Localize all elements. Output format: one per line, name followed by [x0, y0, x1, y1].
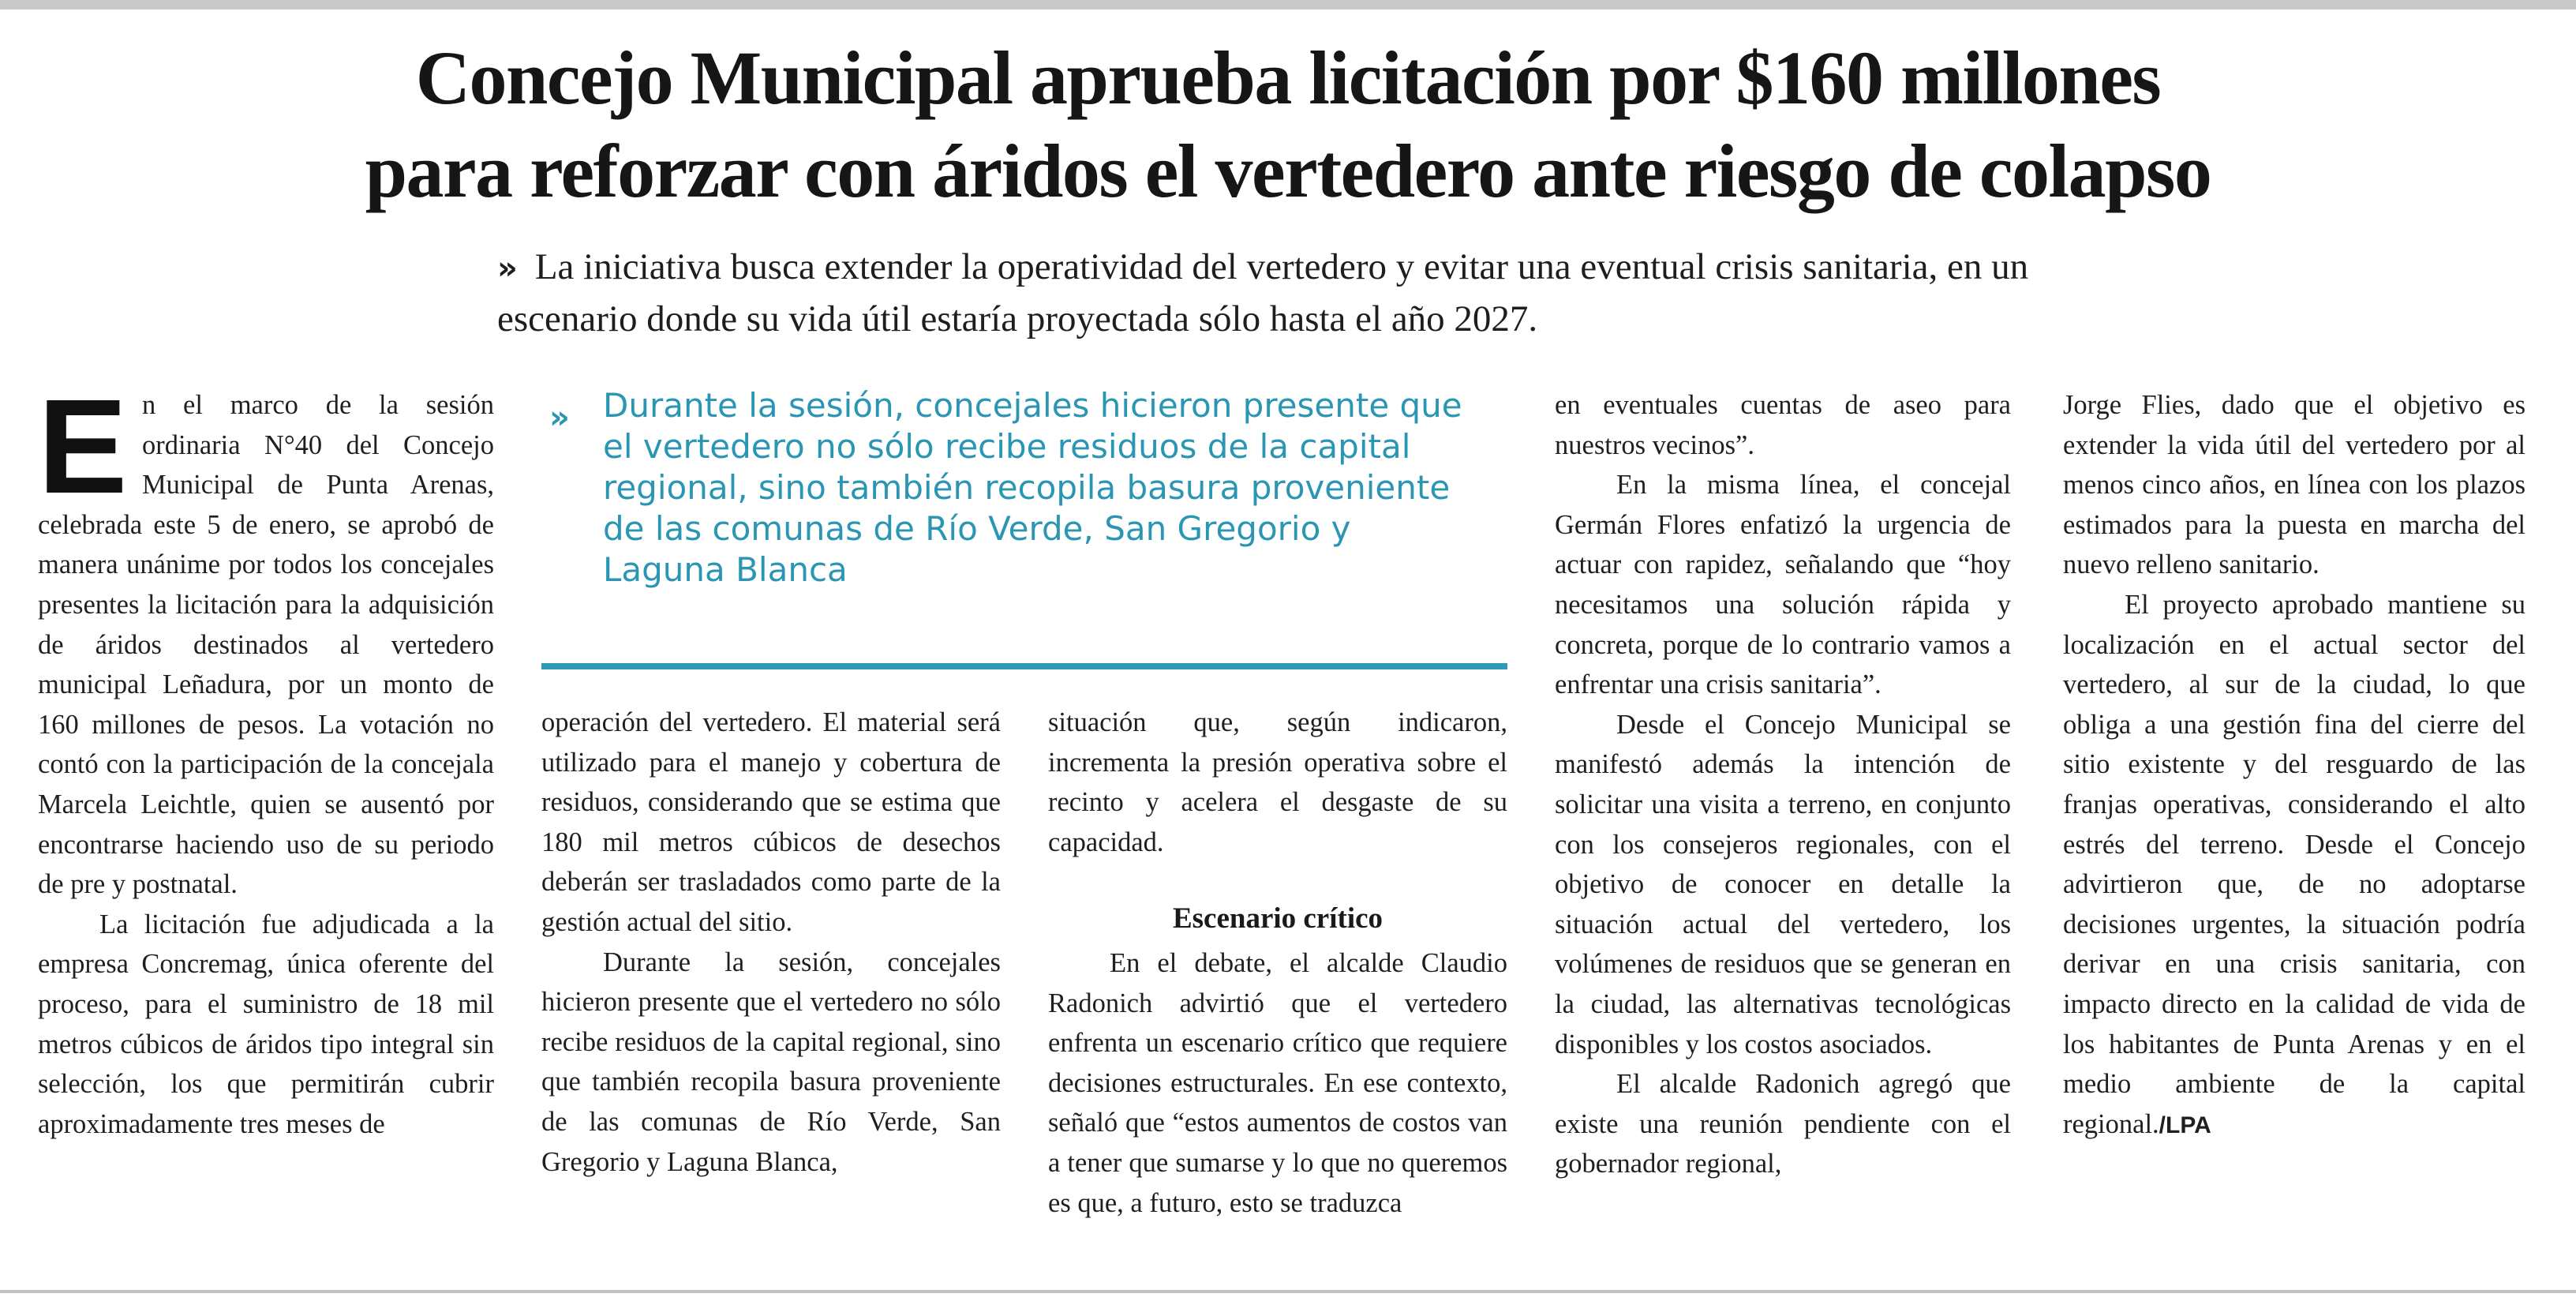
- body-column-3: [1048, 703, 1507, 1223]
- body-column-1: [38, 372, 494, 1144]
- column-4-paragraph-1: en eventuales cuentas de aseo para nuestros vecinos”.: [1555, 390, 2011, 460]
- column-5-paragraph-1: Jorge Flies, dado que el objetivo es extender la vida útil del vertedero por al menos cinco años, en línea con los plazos estimados para la puesta en marcha del nuevo relleno sanitario.: [2063, 390, 2525, 580]
- pull-quote: [541, 385, 1507, 662]
- deck: [497, 242, 2155, 344]
- body-column-2: [541, 703, 1001, 1182]
- column-1-paragraph-2: La licitación fue adjudicada a la empresa Concremag, única oferente del proceso, para el suministro de 18 mil metros cúbicos de áridos tipo integral sin selección, los que permitirán cubrir aproximadamente tres meses de: [38, 909, 494, 1139]
- column-3-paragraph-2: En el debate, el alcalde Claudio Radonich advirtió que el vertedero enfrenta un escenario crítico que requiere decisiones estructurales. En ese contexto, señaló que “estos aumentos de costos van a tener que sumarse y lo que no queremos es que, a futuro, esto se traduzca: [1048, 947, 1507, 1218]
- column-4-paragraph-2: En la misma línea, el concejal Germán Flores enfatizó la urgencia de actuar con rapidez, señalando que “hoy necesitamos una solución rápida y concreta, porque de lo contrario vamos a enfrentar una crisis sanitaria”.: [1555, 470, 2011, 700]
- pull-quote-text: Durante la sesión, concejales hicieron presente que el vertedero no sólo recibe residuos de la capital regional, sino también recopila basura proveniente de las comunas de Río Verde, San Gregorio y Laguna Blanca: [603, 386, 1462, 589]
- bottom-rule: [0, 1290, 2576, 1293]
- column-2-paragraph-1: operación del vertedero. El material será utilizado para el manejo y cobertura de residuos, considerando que se estima que 180 mil metros cúbicos de desechos deberán ser trasladados como parte de la gestión actual del sitio.: [541, 707, 1001, 937]
- byline-signature: /LPA: [2159, 1112, 2211, 1138]
- headline-line-2: para reforzar con áridos el vertedero ante riesgo de colapso: [365, 129, 2211, 213]
- column-4-paragraph-4: El alcalde Radonich agregó que existe una reunión pendiente con el gobernador regional,: [1555, 1069, 2011, 1179]
- top-rule: [0, 0, 2576, 9]
- pull-quote-rule: [541, 663, 1507, 669]
- deck-text: La iniciativa busca extender la operatividad del vertedero y evitar una eventual crisis sanitaria, en un escenario donde su vida útil estaría proyectada sólo hasta el año 2027.: [497, 246, 2029, 339]
- body-column-5: [2063, 385, 2525, 1145]
- column-4-paragraph-3: Desde el Concejo Municipal se manifestó además la intención de solicitar una visita a terreno, en conjunto con los consejeros regionales, con el objetivo de conocer en detalle la situación actual del vertedero, los volúmenes de residuos que se generan en la ciudad, las alternativas tecnológicas disponibles y los costos asociados.: [1555, 709, 2011, 1059]
- body-column-4: [1555, 385, 2011, 1184]
- column-5-paragraph-2: El proyecto aprobado mantiene su localización en el actual sector del vertedero, al sur de la ciudad, lo que obliga a una gestión fina del cierre del sitio existente y del resguardo de las franjas operativas, considerando el alto estrés del terreno. Desde el Concejo advirtieron que, de no adoptarse decisiones urgentes, la situación podría derivar en una crisis sanitaria, con impacto directo en la calidad de vida de los habitantes de Punta Arenas y en el medio ambiente de la capital regional.: [2063, 589, 2525, 1139]
- column-2-paragraph-2: Durante la sesión, concejales hicieron presente que el vertedero no sólo recibe residuos de la capital regional, sino que también recopila basura proveniente de las comunas de Río Verde, San Gregorio y Laguna Blanca,: [541, 947, 1001, 1177]
- headline: [0, 32, 2576, 218]
- double-chevron-icon: »: [549, 399, 570, 436]
- dropcap: E: [38, 372, 128, 522]
- subheading: Escenario crítico: [1172, 902, 1383, 935]
- double-chevron-icon: »: [497, 250, 518, 287]
- column-3-paragraph-1: situación que, según indicaron, incrementa la presión operativa sobre el recinto y acelera el desgaste de su capacidad.: [1048, 707, 1507, 857]
- headline-line-1: Concejo Municipal aprueba licitación por $160 millones: [415, 36, 2161, 120]
- column-1-paragraph-1: n el marco de la sesión ordinaria N°40 del Concejo Municipal de Punta Arenas, celebrada este 5 de enero, se aprobó de manera unánime por todos los concejales presentes la licitación para la adquisición de áridos destinados al vertedero municipal Leñadura, por un monto de 160 millones de pesos. La votación no contó con la participación de la concejala Marcela Leichtle, quien se ausentó por encontrarse haciendo uso de su periodo de pre y postnatal.: [38, 390, 494, 900]
